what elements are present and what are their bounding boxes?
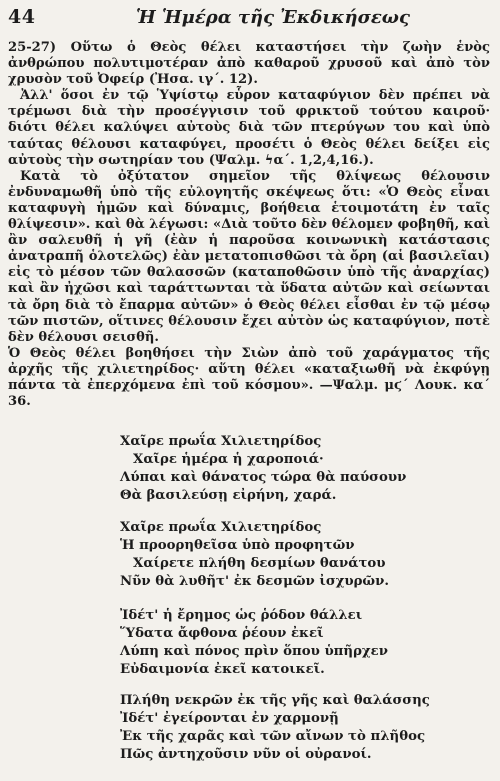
verse-line: Χαῖρε πρωΐα Χιλιετηρίδος bbox=[120, 520, 322, 535]
verse-line: Ἰδέτ' ἡ ἔρημος ὡς ῥόδον θάλλει bbox=[120, 608, 363, 623]
verse-line: Ἰδέτ' ἐγείρονται ἐν χαρμονῇ bbox=[120, 711, 339, 726]
verse-line: Ἐκ τῆς χαρᾶς καὶ τῶν αἴνων τὸ πλῆθος bbox=[120, 729, 426, 744]
page-number: 44 bbox=[8, 6, 36, 28]
verse-line: Θὰ βασιλεύσῃ εἰρήνη, χαρά. bbox=[120, 488, 337, 503]
paragraph: Ἀλλ' ὅσοι ἐν τῷ Ὑψίστῳ εὗρον καταφύγιον δὲν πρέπει νὰ τρέμωσι διὰ τὴν προσέγγισιν τοῦ φρικτοῦ τούτου καιροῦ· διότι θέλει καλύψει αὐτοὺς διὰ τῶν πτερύγων του καὶ ὑπὸ ταύτας θέλουσι καταφύγει, προσέτι ὁ Θεὸς θέλει δείξει εἰς αὐτοὺς τὴν σωτηρίαν του (Ψαλμ. ϟα΄. 1,2,4,16.). bbox=[8, 88, 490, 168]
verse-line: Χαῖρε ἡμέρα ἡ χαροποιά· bbox=[133, 452, 324, 467]
running-title: Ἡ Ἡμέρα τῆς Ἐκδικήσεως bbox=[136, 7, 410, 28]
verse-line: Χαῖρε πρωΐα Χιλιετηρίδος bbox=[120, 434, 322, 449]
verse-line: Ὕδατα ἄφθονα ῥέουν ἐκεῖ bbox=[120, 626, 324, 641]
verse-line: Λύπαι καὶ θάνατος τώρα θὰ παύσουν bbox=[120, 470, 407, 485]
body-text bbox=[8, 40, 490, 410]
verse-line: Εὐδαιμονία ἐκεῖ κατοικεῖ. bbox=[120, 662, 325, 677]
paragraph: 25-27) Οὕτω ὁ Θεὸς θέλει καταστήσει τὴν ζωὴν ἑνὸς ἀνθρώπου πολυτιμοτέραν ἀπὸ καθαροῦ χρυσοῦ καὶ ἀπὸ τὸν χρυσὸν τοῦ Ὀφείρ (Ἠσα. ιγ΄. 12). bbox=[8, 40, 490, 88]
verse-line: Λύπη καὶ πόνος πρὶν ὅπου ὑπῆρχεν bbox=[120, 644, 388, 659]
verse-line: Νῦν θὰ λυθῆτ' ἐκ δεσμῶν ἰσχυρῶν. bbox=[120, 574, 389, 589]
page-header bbox=[8, 6, 494, 32]
verse-line: Πῶς ἀντηχοῦσιν νῦν οἱ οὐρανοί. bbox=[120, 747, 372, 762]
paragraph: Κατὰ τὸ ὀξύτατον σημεῖον τῆς θλίψεως θέλουσιν ἐνδυναμωθῆ ὑπὸ τῆς εὐλογητῆς σκέψεως ὅτι: «Ὁ Θεὸς εἶναι καταφυγὴ ἡμῶν καὶ δύναμις, βοήθεια ἑτοιμοτάτη ἐν ταῖς θλίψεσιν». καὶ θὰ λέγωσι: «Διὰ τοῦτο δὲν θέλομεν φοβηθῆ, καὶ ἂν σαλευθῆ ἡ γῆ (ἐὰν ἡ παροῦσα κοινωνικὴ κατάστασις ἀνατραπῆ ὁλοτελῶς) ἐὰν μετατοπισθῶσι τὰ ὄρη (αἱ βασιλεῖαι) εἰς τὸ μέσον τῶν θαλασσῶν (καταποθῶσιν ὑπὸ τῆς ἀναρχίας) καὶ ἂν ἠχῶσι καὶ ταράττωνται τὰ ὕδατα αὐτῶν καὶ σείωνται τὰ ὄρη διὰ τὸ ἔπαρμα αὐτῶν» ὁ Θεὸς θέλει εἶσθαι ἐν τῷ μέσῳ τῶν πιστῶν, οἵτινες θέλουσιν ἔχει αὐτὸν ὡς καταφύγιον, ποτὲ δὲν θέλουσι σεισθῆ. bbox=[8, 168, 490, 345]
paragraph: Ὁ Θεὸς θέλει βοηθήσει τὴν Σιὼν ἀπὸ τοῦ χαράγματος τῆς ἀρχῆς τῆς χιλιετηρίδος· αὕτη θέλει «καταξιωθῆ νὰ ἐκφύγῃ πάντα τὰ ἐπερχόμενα ἐπὶ τοῦ κόσμου». —Ψαλμ. μϛ΄ Λουκ. κα΄ 36. bbox=[8, 345, 490, 410]
verse-line: Χαίρετε πλήθη δεσμίων θανάτου bbox=[133, 556, 386, 571]
verse-line: Πλήθη νεκρῶν ἐκ τῆς γῆς καὶ θαλάσσης bbox=[120, 693, 430, 708]
verse-line: Ἡ προορηθεῖσα ὑπὸ προφητῶν bbox=[120, 538, 355, 553]
